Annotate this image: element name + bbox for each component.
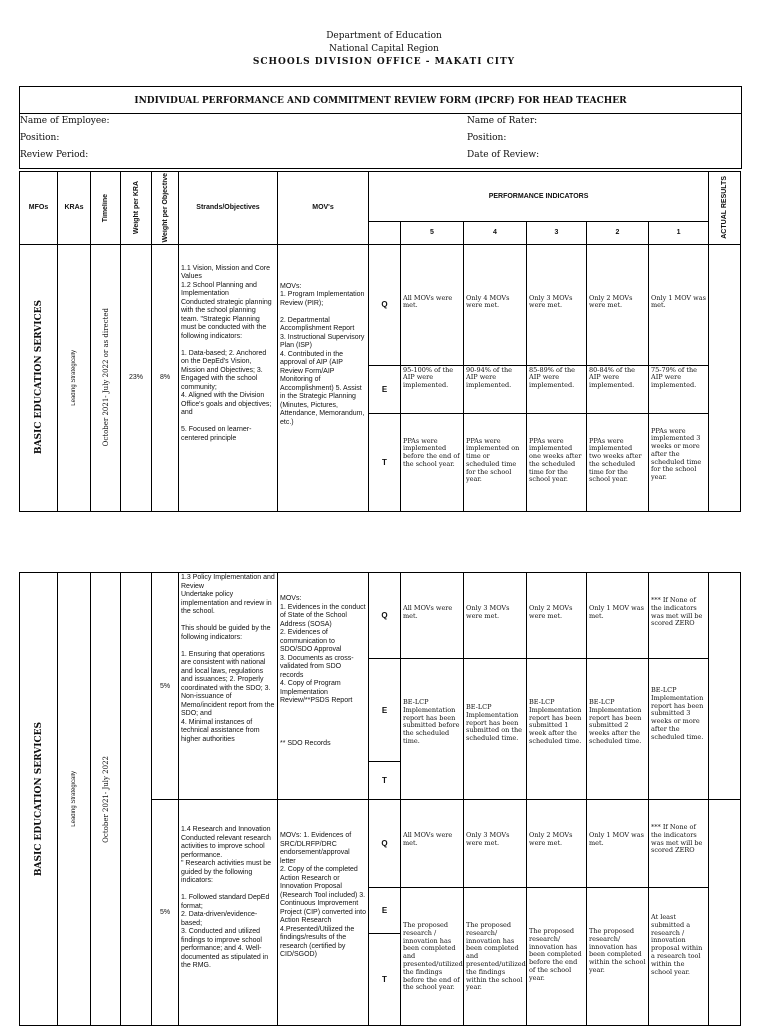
q2a-rating-5: All MOVs were met.	[401, 573, 464, 659]
movs-text-2b: MOVs: 1. Evidences of SRC/DLRFP/DRC endorsement/approval letter 2. Copy of the completed Action Research or Innovation Proposal (Research Tool included) 3. Continuous Improvement Project (CIP) converted into Action Research 4.Presented/Utilized the findings/results of the research (certified by CID/SGOD)	[278, 800, 369, 1026]
col-rating-5: 5	[401, 222, 464, 244]
actual-results-cell-2b[interactable]	[709, 800, 741, 1026]
timeliness-label-2a: T	[369, 762, 401, 800]
e-rating-1: 75-79% of the AIP were implemented.	[649, 365, 709, 413]
mfo-label: BASIC EDUCATION SERVICES	[33, 300, 44, 455]
col-rating-1: 1	[649, 222, 709, 244]
employee-name-label: Name of Employee:	[20, 116, 110, 126]
kra-label-2: Leading Strategically	[71, 771, 77, 827]
timeliness-label: T	[369, 413, 401, 511]
q-rating-3: Only 3 MOVs were met.	[527, 244, 587, 365]
q-rating-5: All MOVs were met.	[401, 244, 464, 365]
t-rating-1: PPAs were implemented 3 weeks or more after the scheduled time for the school year.	[649, 413, 709, 511]
col-weight-obj-cell	[152, 172, 179, 245]
weight-kra-value: 23%	[121, 244, 152, 511]
weight-obj-value: 8%	[152, 244, 179, 511]
q2b-rating-1: *** If None of the indicators was met will be scored ZERO	[649, 800, 709, 888]
ipcrf-table-2	[19, 572, 741, 1026]
timeline-label: October 2021- July 2022 or as directed	[101, 308, 110, 447]
division-office-name: SCHOOLS DIVISION OFFICE - MAKATI CITY	[252, 57, 516, 67]
date-of-review-label: Date of Review:	[467, 150, 540, 160]
col-actual-results: ACTUAL RESULTS	[721, 176, 729, 240]
t-rating-5: PPAs were implemented before the end of the school year.	[401, 413, 464, 511]
review-period-label: Review Period:	[20, 150, 89, 160]
department-name: Department of Education	[326, 31, 442, 41]
weight-obj-value-2a: 5%	[152, 573, 179, 800]
efficiency-label-2a: E	[369, 659, 401, 762]
movs-text: MOVs: 1. Program Implementation Review (PIR); 2. Departmental Accomplishment Report 3. Instructional Supervisory Plan (ISP) 4. Contributed in the approval of AIP (AIP Review Form/AIP Monitoring of Accomplishment) 5. Assist in the Strategic Planning (Minutes, Pictures, Attendance, Memorandum, etc.)	[278, 244, 369, 511]
timeline-label-2: October 2021- July 2022	[101, 755, 110, 843]
et2a-rating-4: BE-LCP Implementation report has been submitted on the scheduled time.	[464, 659, 527, 800]
timeliness-label-2b: T	[369, 934, 401, 1026]
region-name: National Capital Region	[329, 44, 439, 54]
col-strands: Strands/Objectives	[179, 172, 278, 245]
col-actual-results-cell	[709, 172, 741, 245]
mfo-cell-2	[20, 573, 58, 1026]
kra-cell-2	[58, 573, 91, 1026]
employee-info	[20, 114, 741, 168]
quality-label-2a: Q	[369, 573, 401, 659]
q2a-rating-4: Only 3 MOVs were met.	[464, 573, 527, 659]
efficiency-label: E	[369, 365, 401, 413]
kra-cell	[58, 244, 91, 511]
col-movs: MOV's	[278, 172, 369, 245]
et2b-rating-2: The proposed research/ innovation has been completed within the school year.	[587, 888, 649, 1026]
et2b-rating-4: The proposed research/ innovation has been completed and presented/utilized the findings within the school year.	[464, 888, 527, 1026]
employee-position-label: Position:	[20, 133, 60, 143]
ipcrf-form-header	[19, 86, 742, 169]
e-rating-4: 90-94% of the AIP were implemented.	[464, 365, 527, 413]
col-performance-indicators: PERFORMANCE INDICATORS	[369, 172, 709, 222]
quality-label-2b: Q	[369, 800, 401, 888]
col-rating-3: 3	[527, 222, 587, 244]
strand-text-2a: 1.3 Policy Implementation and Review Undertake policy implementation and review in the school. This should be guided by the following indicators: 1. Ensuring that operations are consistent with national and local laws, regulations and issuances; 2. Properly coordinated with the SDO; 3. Non-issuance of Memo/incident report from the SDO; and 4. Minimal instances of technical assistance from higher authorities	[179, 573, 278, 800]
et2a-rating-2: BE-LCP Implementation report has been submitted 2 weeks after the scheduled time.	[587, 659, 649, 800]
t-rating-4: PPAs were implemented on time or scheduled time for the school year.	[464, 413, 527, 511]
e-rating-5: 95-100% of the AIP were implemented.	[401, 365, 464, 413]
form-title: INDIVIDUAL PERFORMANCE AND COMMITMENT REVIEW FORM (IPCRF) FOR HEAD TEACHER	[20, 87, 741, 114]
et2b-rating-5: The proposed research / innovation has been completed and presented/utilized the findings before the end of the school year.	[401, 888, 464, 1026]
q-rating-4: Only 4 MOVs were met.	[464, 244, 527, 365]
q2a-rating-2: Only 1 MOV was met.	[587, 573, 649, 659]
timeline-cell-2	[91, 573, 121, 1026]
weight-obj-value-2b: 5%	[152, 800, 179, 1026]
col-timeline: Timeline	[102, 193, 109, 222]
mfo-cell	[20, 244, 58, 511]
timeline-cell	[91, 244, 121, 511]
q-rating-2: Only 2 MOVs were met.	[587, 244, 649, 365]
et2b-rating-1: At least submitted a research / innovation proposal within a research tool within the school year.	[649, 888, 709, 1026]
et2a-rating-5: BE-LCP Implementation report has been submitted before the scheduled time.	[401, 659, 464, 800]
col-rating-4: 4	[464, 222, 527, 244]
q2a-rating-3: Only 2 MOVs were met.	[527, 573, 587, 659]
strand-text: 1.1 Vision, Mission and Core Values 1.2 School Planning and Implementation Conducted strategic planning with the school planning team. "Strategic Planning must be conducted with the following indicators: 1. Data-based; 2. Anchored on the DepEd's Vision, Mission and Objectives; 3. Engaged with the school community; 4. Aligned with the Division Office's goals and objectives; and 5. Focused on learner-centered principle	[179, 244, 278, 511]
col-weight-kra: Weight per KRA	[132, 181, 140, 235]
col-timeline-cell	[91, 172, 121, 245]
letterhead	[0, 30, 768, 69]
kra-label: Leading Strategically	[71, 349, 77, 406]
q2b-rating-5: All MOVs were met.	[401, 800, 464, 888]
q2b-rating-4: Only 3 MOVs were met.	[464, 800, 527, 888]
col-weight-obj: Weight per Objective	[161, 173, 169, 243]
movs-text-2a: MOVs: 1. Evidences in the conduct of State of the School Address (SOSA) 2. Evidences of communication to SDO/SDO Approval 3. Documents as cross-validated from SDO records 4. Copy of Program Implementation Review/**PSDS Report ** SDO Records	[278, 573, 369, 800]
col-rating-2: 2	[587, 222, 649, 244]
efficiency-label-2b: E	[369, 888, 401, 934]
et2a-rating-3: BE-LCP Implementation report has been submitted 1 week after the scheduled time.	[527, 659, 587, 800]
actual-results-cell[interactable]	[709, 244, 741, 511]
actual-results-cell-2a[interactable]	[709, 573, 741, 800]
e-rating-2: 80-84% of the AIP were implemented.	[587, 365, 649, 413]
t-rating-2: PPAs were implemented two weeks after the scheduled time for the school year.	[587, 413, 649, 511]
q2b-rating-2: Only 1 MOV was met.	[587, 800, 649, 888]
rater-name-label: Name of Rater:	[467, 116, 538, 126]
strand-text-2b: 1.4 Research and Innovation Conducted relevant research activities to improve school performance. " Research activities must be guided by the following indicators: 1. Followed standard DepEd format; 2. Data-driven/evidence-based; 3. Conducted and utilized findings to improve school performance; and 4. Well-documented as stipulated in the RMG.	[179, 800, 278, 1026]
t-rating-3: PPAs were implemented one weeks after the scheduled time for the school year.	[527, 413, 587, 511]
col-kras: KRAs	[58, 172, 91, 245]
quality-label: Q	[369, 244, 401, 365]
q2a-rating-1: *** If None of the indicators was met will be scored ZERO	[649, 573, 709, 659]
et2a-rating-1: BE-LCP Implementation report has been submitted 3 weeks or more after the scheduled time.	[649, 659, 709, 800]
weight-kra-cell-2	[121, 573, 152, 1026]
e-rating-3: 85-89% of the AIP were implemented.	[527, 365, 587, 413]
q-rating-1: Only 1 MOV was met.	[649, 244, 709, 365]
mfo-label-2: BASIC EDUCATION SERVICES	[33, 721, 44, 877]
col-blank	[369, 222, 401, 244]
ipcrf-table-1	[19, 171, 741, 512]
q2b-rating-3: Only 2 MOVs were met.	[527, 800, 587, 888]
col-mfos: MFOs	[20, 172, 58, 245]
et2b-rating-3: The proposed research/ innovation has been completed before the end of the school year.	[527, 888, 587, 1026]
rater-position-label: Position:	[467, 133, 507, 143]
col-weight-kra-cell	[121, 172, 152, 245]
